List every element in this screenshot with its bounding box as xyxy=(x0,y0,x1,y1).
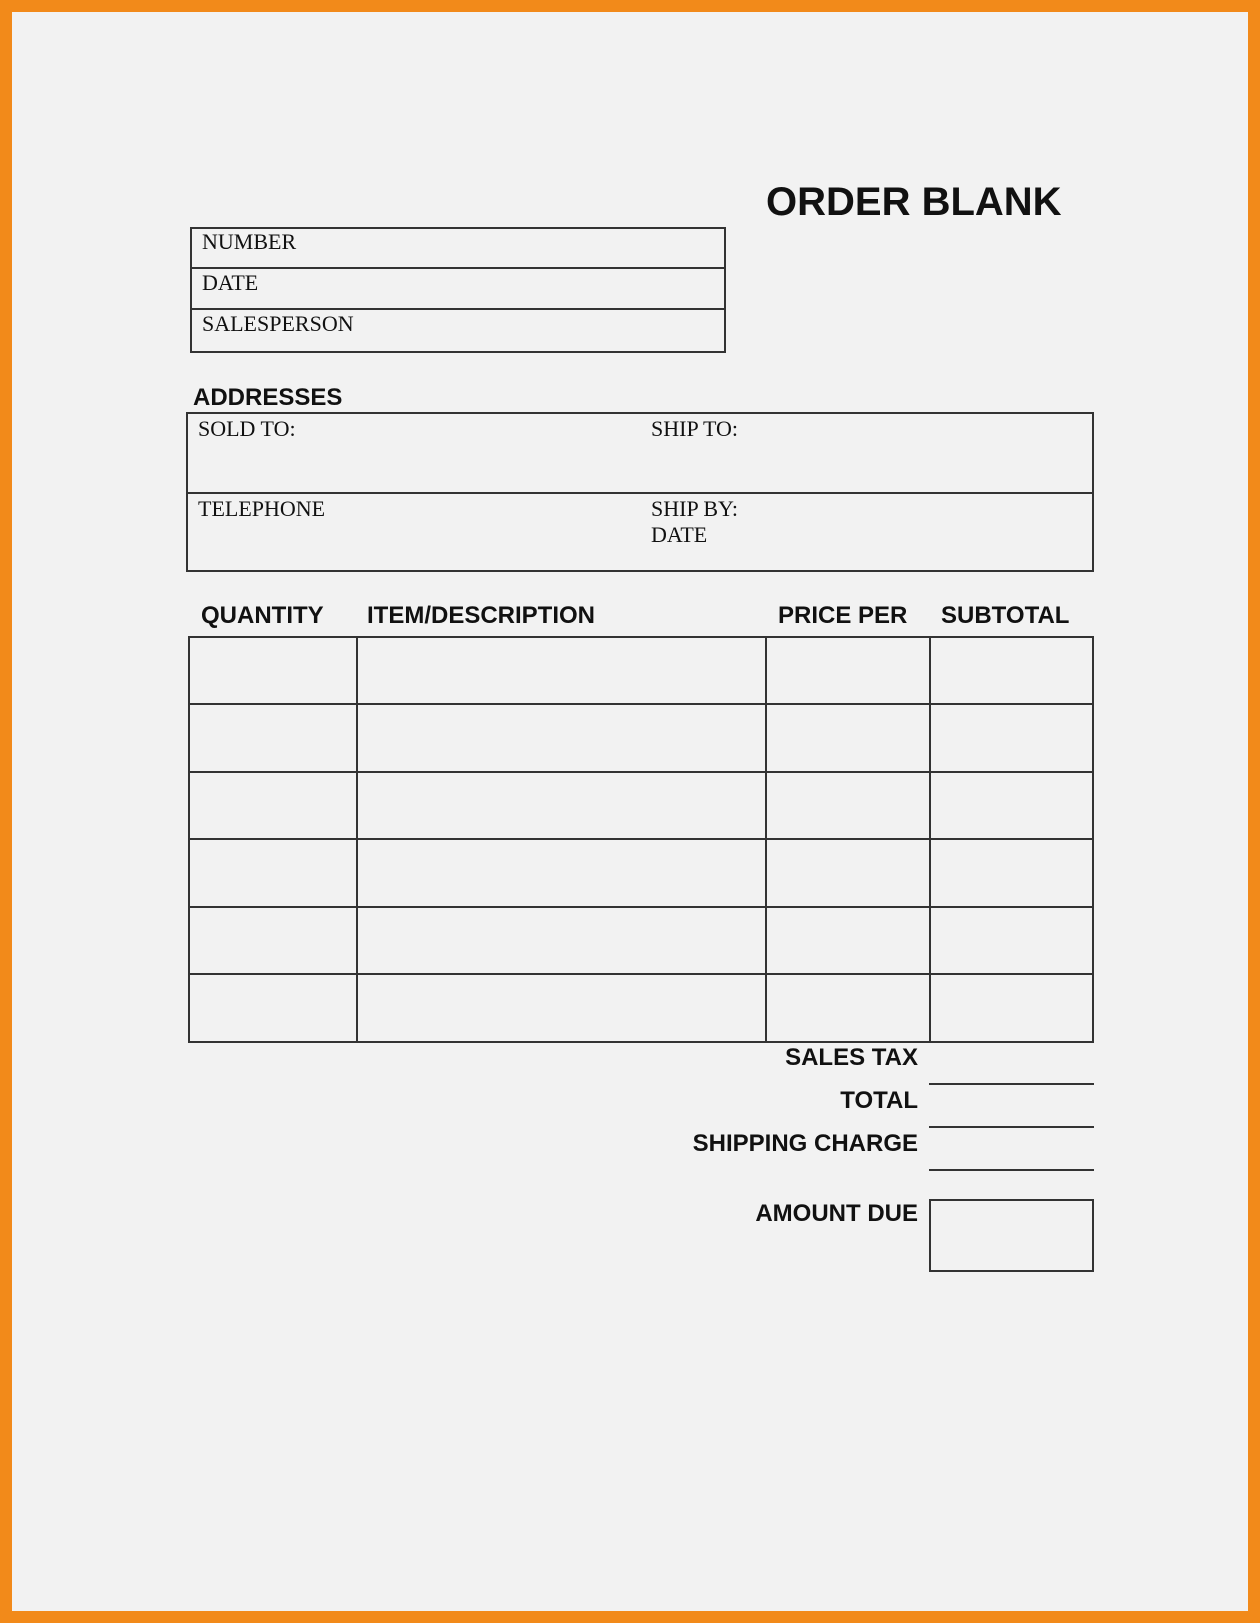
addresses-heading: ADDRESSES xyxy=(193,384,343,411)
total-label: TOTAL xyxy=(840,1087,918,1114)
item-description-header: ITEM/DESCRIPTION xyxy=(367,602,596,629)
quantity-header: QUANTITY xyxy=(201,602,324,629)
sales-tax-label: SALES TAX xyxy=(785,1044,918,1071)
ship-date-label: DATE xyxy=(651,522,708,547)
ship-to-label: SHIP TO: xyxy=(651,416,739,441)
number-label: NUMBER xyxy=(202,229,297,254)
row-divider xyxy=(188,838,1094,840)
form-title: ORDER BLANK xyxy=(766,180,1062,224)
total-line xyxy=(929,1126,1094,1128)
ship-by-label: SHIP BY: xyxy=(651,496,739,521)
info-divider xyxy=(190,267,726,269)
sales-tax-line xyxy=(929,1083,1094,1085)
subtotal-header: SUBTOTAL xyxy=(941,602,1070,629)
row-divider xyxy=(188,703,1094,705)
date-label: DATE xyxy=(202,270,259,295)
shipping-charge-label: SHIPPING CHARGE xyxy=(692,1130,918,1157)
sold-to-label: SOLD TO: xyxy=(198,416,296,441)
shipping-charge-line xyxy=(929,1169,1094,1171)
row-divider xyxy=(188,771,1094,773)
price-per-header: PRICE PER xyxy=(778,602,908,629)
amount-due-box xyxy=(929,1199,1094,1272)
info-divider xyxy=(190,308,726,310)
row-divider xyxy=(188,973,1094,975)
addresses-divider xyxy=(186,492,1094,494)
row-divider xyxy=(188,906,1094,908)
order-form-sheet xyxy=(12,12,1248,1611)
amount-due-label: AMOUNT DUE xyxy=(755,1200,918,1227)
salesperson-label: SALESPERSON xyxy=(202,311,354,336)
telephone-label: TELEPHONE xyxy=(198,496,326,521)
